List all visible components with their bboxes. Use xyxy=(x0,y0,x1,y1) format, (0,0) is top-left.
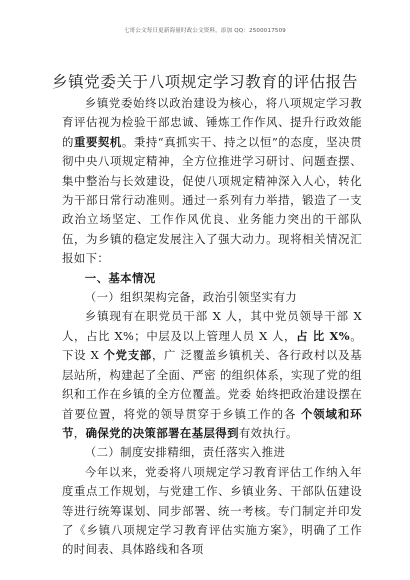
emphasis-text: 重要契机 xyxy=(73,134,122,149)
text-segment: 。秉持“真抓实干、持之以恒”的态度，坚决贯彻中央八项规定精神，全方位推进学习研讨、问题查摆、集中整治与长效建设，促使八项规定精神深入人心，转化为干部日常行动准则。通过一系列有力举措，锻造了一支政治立场坚定、工作作风优良、业务能力突出的干部队伍，为乡镇的稳定发展注入了强大动力。现将相关情况汇报如下： xyxy=(62,134,362,266)
text-segment: 今年以来，党委将八项规定学习教育评估工作纳入年度重点工作规划，与党建工作、乡镇业务、干部队伍建设等进行统筹谋划、同步部署、统一考核。专门制定并印发了《乡镇八项规定学习教育评估实施方案》，明确了工作的时间表、具体路线和各项 xyxy=(62,464,362,557)
document-title: 乡镇党委关于八项规定学习教育的评估报告 xyxy=(52,73,358,91)
section-heading xyxy=(62,269,362,288)
text-segment: ，广 泛覆盖乡镇机关、各行政村以及基层站所，构建起了全面、严密 的组织体系，实现了党的组织和工作在乡镇的全方位覆盖。党委 始终把政治建设摆在首要位置，将党的领导贯穿于乡镇工作的各 xyxy=(62,348,362,421)
emphasis-text: 个党支部 xyxy=(103,348,152,363)
text-segment: 。下设 X xyxy=(62,328,362,363)
text-segment: 一、基本情况 xyxy=(84,270,156,285)
subsection-heading xyxy=(62,288,362,307)
emphasis-text: 占 比 X% xyxy=(296,328,350,343)
text-segment: 乡镇党委始终以政治建设为核心，将八项规定学习教育评估视为检验干部忠诚、锤炼工作作风、提升行政效能的 xyxy=(62,96,362,149)
body-paragraph xyxy=(62,94,362,269)
text-segment: 乡镇现有在职党员干部 X 人，其中党员领导干部 X 人，占比 X%；中层及以上管理人员 X 人， xyxy=(62,309,362,343)
body-paragraph xyxy=(62,307,362,443)
emphasis-text: 个领域和环节 xyxy=(62,406,362,440)
body-paragraph xyxy=(62,463,362,560)
emphasis-text: 确保党的决策部署在基层得到 xyxy=(85,425,239,440)
text-segment: （一）组织架构完备，政治引领坚实有力 xyxy=(84,290,298,305)
text-segment: ， xyxy=(73,425,86,440)
document-body xyxy=(62,94,362,560)
subsection-heading xyxy=(62,443,362,462)
text-segment: （二）制度安排精细，责任落实入推进 xyxy=(84,445,286,460)
text-segment: 有效执行。 xyxy=(238,425,298,440)
header-note: 七哥公文每日更新海量时政公文资料，添加 QQ：2500017509 xyxy=(123,28,286,34)
